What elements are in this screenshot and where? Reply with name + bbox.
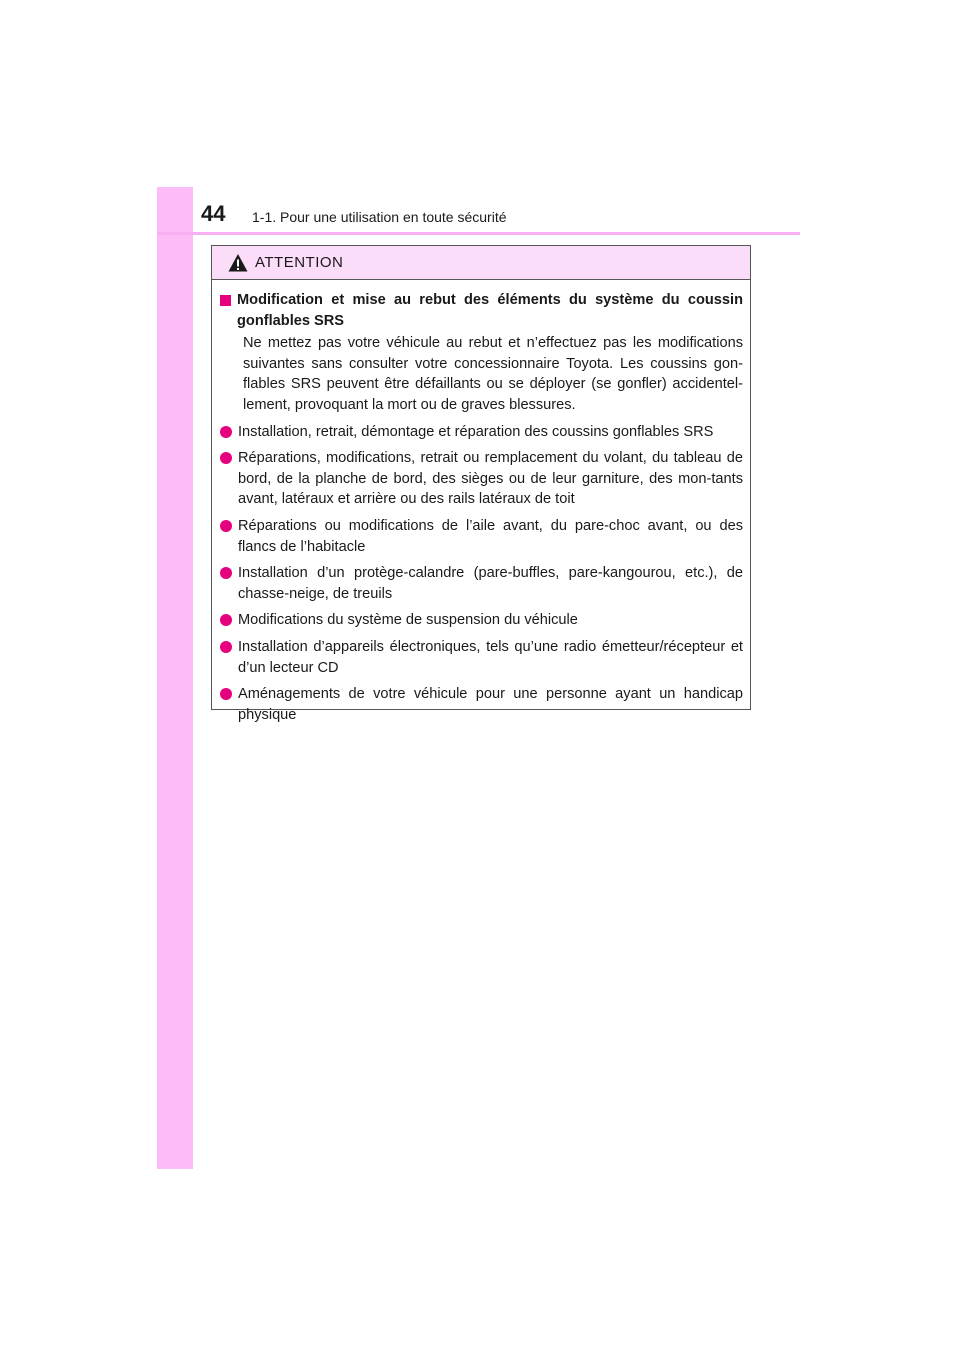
round-bullet-icon <box>220 641 232 653</box>
warning-list <box>220 422 743 726</box>
list-item <box>220 448 743 510</box>
list-item-text: Installation, retrait, démontage et réparation des coussins gonflables SRS <box>238 423 714 440</box>
warning-subheading <box>220 290 743 331</box>
warning-body <box>212 280 750 725</box>
square-bullet-icon <box>220 295 231 306</box>
round-bullet-icon <box>220 567 232 579</box>
warning-intro: Ne mettez pas votre véhicule au rebut et n’effectuez pas les modifications suivantes sans consulter votre concessionnaire Toyota. Les coussins gon-flables SRS peuvent être défaillants ou se déployer (se gonfler) accidentel-lement, provoquant la mort ou de graves blessures. <box>243 335 743 413</box>
warning-label: ATTENTION <box>255 254 344 271</box>
warning-box <box>211 245 751 723</box>
page-number: 44 <box>201 201 226 226</box>
round-bullet-icon <box>220 426 232 438</box>
round-bullet-icon <box>220 452 232 464</box>
round-bullet-icon <box>220 688 232 700</box>
list-item <box>220 684 743 725</box>
list-item-text: Installation d’un protège-calandre (pare-buffles, pare-kangourou, etc.), de chasse-neige, de treuils <box>238 565 743 602</box>
list-item-text: Aménagements de votre véhicule pour une personne ayant un handicap physique <box>238 686 743 723</box>
list-item <box>220 422 743 443</box>
side-color-band <box>157 187 193 1169</box>
list-item-text: Réparations ou modifications de l’aile avant, du pare-choc avant, ou des flancs de l’habitacle <box>238 517 743 555</box>
warning-header <box>212 246 750 280</box>
warning-triangle-icon <box>228 253 248 273</box>
list-item-text: Modifications du système de suspension du véhicule <box>238 612 578 629</box>
section-title: 1-1. Pour une utilisation en toute sécurité <box>252 209 507 225</box>
round-bullet-icon <box>220 614 232 626</box>
list-item <box>220 516 743 557</box>
list-item <box>220 563 743 604</box>
list-item-text: Réparations, modifications, retrait ou remplacement du volant, du tableau de bord, de la planche de bord, des sièges ou de leur garniture, des mon-tants avant, latéraux et arrière ou des rails latéraux de toit <box>238 450 743 508</box>
warning-heading-text: Modification et mise au rebut des éléments du système du coussin gonflables SRS <box>237 292 743 329</box>
list-item <box>220 637 743 678</box>
round-bullet-icon <box>220 520 232 532</box>
header-rule <box>157 232 800 235</box>
list-item <box>220 610 743 631</box>
list-item-text: Installation d’appareils électroniques, tels qu’une radio émetteur/récepteur et d’un lecteur CD <box>238 638 743 676</box>
